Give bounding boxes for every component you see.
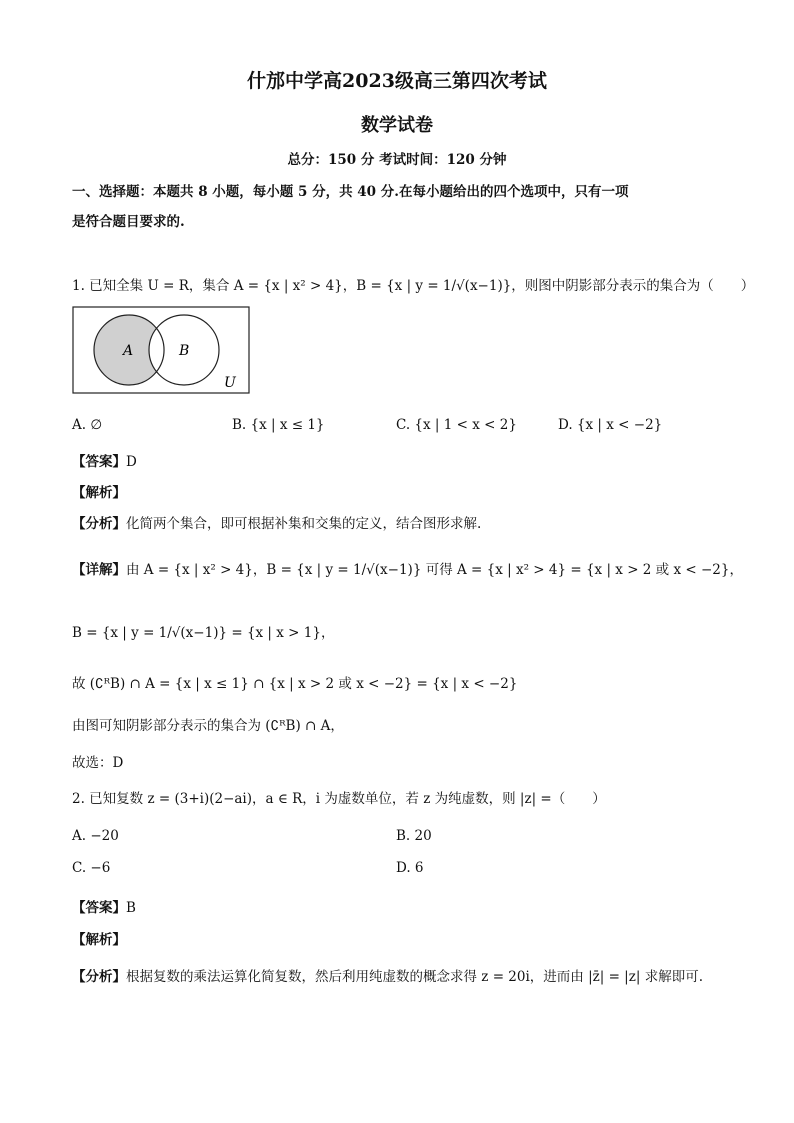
q1-answer: [72, 452, 137, 472]
q1-stem: 1. 已知全集 U = R，集合 A = {x | x² > 4}，B = {x | y = 1/√(x−1)}，则图中阴影部分表示的集合为（ ）: [72, 278, 755, 294]
q1-option-a: A. ∅: [72, 417, 103, 433]
universal-set-label: U: [224, 375, 236, 391]
q1-option-c: C. {x | 1 < x < 2}: [396, 417, 517, 433]
paper-title: 数学试卷: [361, 115, 433, 136]
q1-option-d: D. {x | x < −2}: [558, 417, 663, 433]
answer-tag: 【答案】: [72, 900, 126, 916]
fenxi-tag: 【分析】: [72, 516, 126, 532]
q2-option-c: C. −6: [72, 860, 111, 876]
section1-heading-line1: 一、选择题：本题共 8 小题，每小题 5 分，共 40 分.在每小题给出的四个选项中，只有一项: [72, 184, 629, 200]
q1-option-b: B. {x | x ≤ 1}: [232, 417, 325, 433]
q2-stem: 2. 已知复数 z = (3+i)(2−ai)，a ∈ R，i 为虚数单位，若 z 为纯虚数，则 |z| =（ ）: [72, 791, 606, 807]
q2-option-b: B. 20: [396, 828, 432, 844]
q1-analysis-tag: 【解析】: [72, 485, 126, 501]
q2-analysis-tag: 【解析】: [72, 932, 126, 948]
detail-text-1: 由 A = {x | x² > 4}，B = {x | y = 1/√(x−1)} 可得 A = {x | x² > 4} = {x | x > 2 或 x < −2}，: [126, 562, 743, 578]
q2-option-a: A. −20: [72, 828, 119, 844]
q2-option-d: D. 6: [396, 860, 424, 876]
fenxi-text: 根据复数的乘法运算化简复数，然后利用纯虚数的概念求得 z = 20i，进而由 |z̄| = |z| 求解即可.: [126, 969, 703, 985]
q1-detail-line1: [72, 560, 743, 580]
q2-fenxi: [72, 967, 703, 987]
q2-answer: [72, 898, 136, 918]
detail-tag: 【详解】: [72, 562, 126, 578]
score-line: 总分：150 分 考试时间：120 分钟: [287, 152, 507, 168]
q1-detail-line4: 由图可知阴影部分表示的集合为 (∁ᴿB) ∩ A，: [72, 718, 344, 734]
set-b-label: B: [179, 343, 190, 359]
section1-heading-line2: 是符合题目要求的.: [72, 214, 185, 230]
q1-detail-line2: B = {x | y = 1/√(x−1)} = {x | x > 1}，: [72, 625, 335, 641]
fenxi-tag: 【分析】: [72, 969, 126, 985]
q1-detail-line3: 故 (∁ᴿB) ∩ A = {x | x ≤ 1} ∩ {x | x > 2 或 x < −2} = {x | x < −2}: [72, 676, 518, 692]
answer-tag: 【答案】: [72, 454, 126, 470]
q1-conclusion: 故选：D: [72, 755, 124, 771]
venn-diagram: [72, 306, 252, 396]
answer-value: D: [126, 454, 137, 470]
set-a-label: A: [123, 343, 134, 359]
answer-value: B: [126, 900, 136, 916]
fenxi-text: 化简两个集合，即可根据补集和交集的定义，结合图形求解.: [126, 516, 482, 532]
q1-fenxi: [72, 514, 481, 534]
school-title: 什邡中学高2023级高三第四次考试: [247, 70, 547, 92]
